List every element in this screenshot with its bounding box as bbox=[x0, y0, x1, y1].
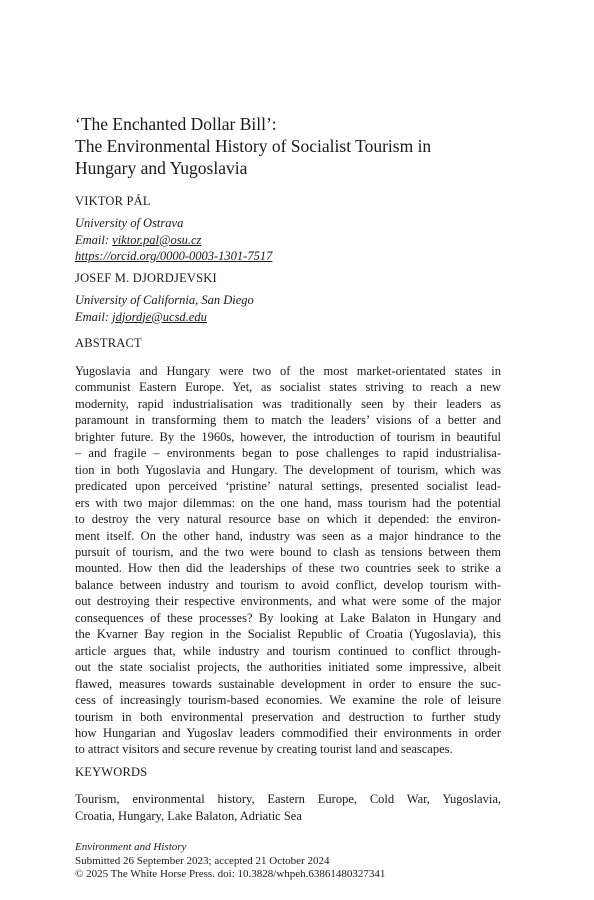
keywords-text bbox=[75, 791, 501, 824]
abstract-heading: ABSTRACT bbox=[75, 336, 142, 350]
abstract-line: the Kvarner Bay region in the Socialist Republic of Croatia (Yugoslavia), this bbox=[75, 627, 501, 642]
abstract-line: ers with two major dilemmas: on the one hand, mass tourism had the potential bbox=[75, 495, 501, 510]
title-line: The Environmental History of Socialist Tourism in bbox=[75, 136, 432, 156]
abstract-line: Yugoslavia and Hungary were two of the most market-orientated states in bbox=[75, 364, 501, 378]
author-email-link[interactable]: jdjordje@ucsd.edu bbox=[112, 309, 207, 324]
abstract-line: consequences of these processes? By looking at Lake Balaton in Hungary and bbox=[75, 610, 501, 625]
keywords-line: Tourism, environmental history, Eastern Europe, Cold War, Yugoslavia, bbox=[75, 792, 501, 806]
email-label: Email: bbox=[75, 232, 110, 247]
author-email-line bbox=[75, 232, 201, 249]
author-email-line bbox=[75, 309, 207, 326]
abstract-line: pursuit of tourism, and the two were bound to clash as tensions between them bbox=[75, 544, 501, 559]
abstract-line: tourism in both environmental preservation and destruction to further study bbox=[75, 709, 501, 724]
abstract-line: cess of increasingly tourism-based economies. We examine the role of leisure bbox=[75, 693, 501, 708]
abstract-line: to attract visitors and secure revenue by creating tourist land and seascapes. bbox=[75, 742, 453, 757]
author-email-link[interactable]: viktor.pal@osu.cz bbox=[112, 232, 202, 247]
abstract-line: tion in both Yugoslavia and Hungary. The development of tourism, which was bbox=[75, 462, 501, 477]
keywords-heading: KEYWORDS bbox=[75, 765, 148, 779]
publication-footer bbox=[75, 841, 385, 882]
journal-name: Environment and History bbox=[75, 841, 187, 853]
abstract-line: communist Eastern Europe. Yet, as socialist states striving to reach a new bbox=[75, 380, 501, 395]
abstract-line: article argues that, while industry and tourism continued to conflict through- bbox=[75, 643, 501, 658]
abstract-line: ment itself. On the other hand, industry was seen as a major hindrance to the bbox=[75, 528, 501, 543]
abstract-line: paramount in transforming them to match the leaders’ visions of a better and bbox=[75, 413, 501, 428]
email-label: Email: bbox=[75, 309, 110, 324]
abstract-line: flawed, measures towards sustainable development in order to ensure the suc- bbox=[75, 676, 501, 691]
keywords-line: Croatia, Hungary, Lake Balaton, Adriatic Sea bbox=[75, 808, 302, 823]
abstract-line: balance between industry and tourism to avoid conflict, develop tourism with- bbox=[75, 577, 501, 592]
abstract-line: mounted. How then did the leaderships of these two countries seek to strike a bbox=[75, 561, 501, 576]
abstract-text bbox=[75, 363, 501, 758]
abstract-line: – and fragile – environments began to pose challenges to rapid industrialisa- bbox=[75, 446, 501, 461]
author-name: VIKTOR PÁL bbox=[75, 194, 151, 208]
author-affiliation: University of California, San Diego bbox=[75, 293, 254, 307]
author-name: JOSEF M. DJORDJEVSKI bbox=[75, 271, 217, 285]
abstract-line: out the state socialist projects, the authorities initiated some impressive, albeit bbox=[75, 660, 501, 675]
title-line: Hungary and Yugoslavia bbox=[75, 158, 248, 178]
author-orcid-line bbox=[75, 248, 272, 265]
title-line: ‘The Enchanted Dollar Bill’: bbox=[75, 114, 277, 134]
orcid-link[interactable]: https://orcid.org/0000-0003-1301-7517 bbox=[75, 249, 273, 263]
abstract-line: brighter future. By the 1960s, however, the introduction of tourism in beautiful bbox=[75, 429, 501, 444]
copyright-doi: © 2025 The White Horse Press. doi: 10.3828/whpeh.63861480327341 bbox=[75, 868, 386, 880]
abstract-line: how Hungarian and Yugoslav leaders commodified their environments in order bbox=[75, 725, 501, 740]
abstract-line: out destroying their respective environments, and what were some of the major bbox=[75, 594, 501, 609]
abstract-line: modernity, rapid industrialisation was traditionally seen by their leaders as bbox=[75, 396, 501, 411]
abstract-line: to destroy the very natural resource base on which it depended: the environ- bbox=[75, 512, 501, 527]
article-title bbox=[75, 113, 501, 179]
author-affiliation: University of Ostrava bbox=[75, 216, 184, 230]
submission-dates: Submitted 26 September 2023; accepted 21 October 2024 bbox=[75, 854, 330, 867]
abstract-line: predicated upon perceived ‘pristine’ natural settings, presented socialist lead- bbox=[75, 479, 501, 494]
